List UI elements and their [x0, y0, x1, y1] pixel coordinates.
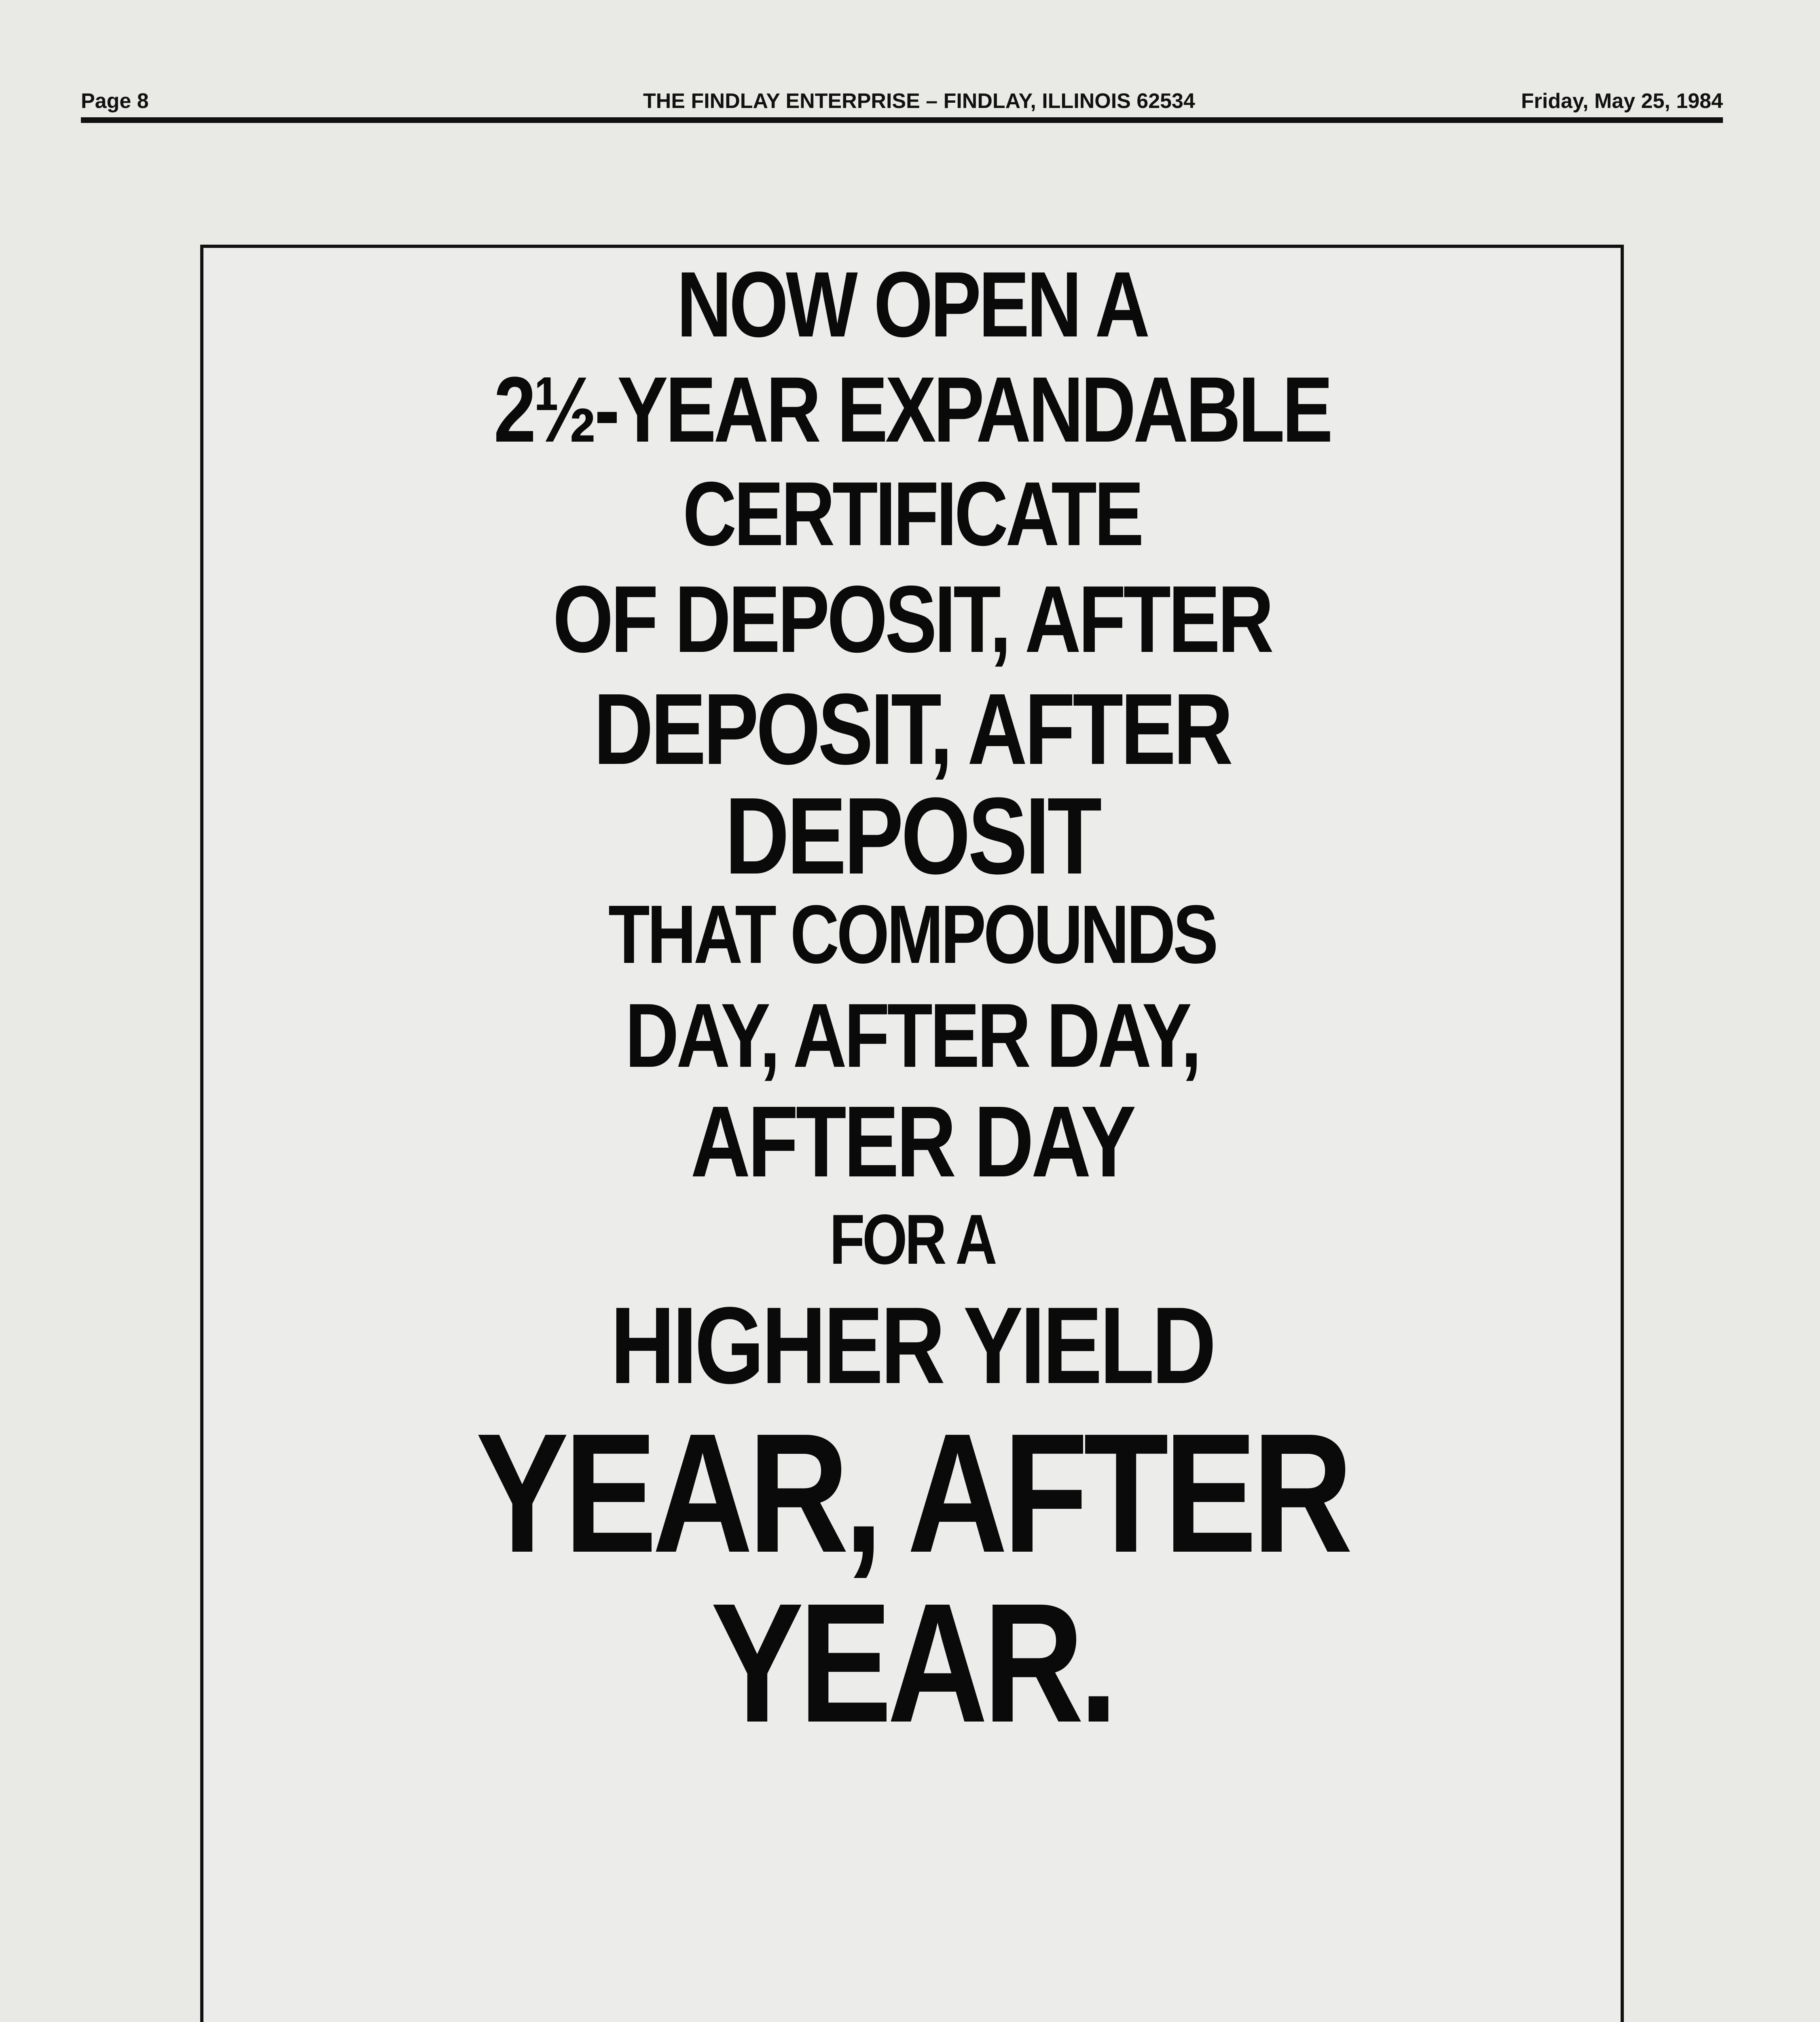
headline-line-9: AFTER DAY: [690, 1085, 1134, 1198]
headline-line-4: OF DEPOSIT, AFTER: [552, 566, 1272, 672]
headline-line-12: YEAR, AFTER: [476, 1398, 1348, 1588]
headline-line-8: DAY, AFTER DAY,: [625, 984, 1199, 1086]
citicorp-advertisement: [200, 245, 1624, 2022]
headline-line-2: 2½-YEAR EXPANDABLE: [493, 357, 1331, 461]
publication-title: THE FINDLAY ENTERPRISE – FINDLAY, ILLINOIS 62534: [643, 89, 1195, 113]
headline-line-5: DEPOSIT, AFTER: [593, 673, 1231, 785]
headline-line-7: THAT COMPOUNDS: [608, 888, 1216, 981]
headline-line-10: FOR A: [829, 1200, 995, 1279]
headline-line-11: HIGHER YIELD: [610, 1285, 1214, 1407]
headline-line-6: DEPOSIT: [725, 775, 1099, 897]
headline-line-3: CERTIFICATE: [683, 463, 1141, 565]
publication-date: Friday, May 25, 1984: [1521, 89, 1723, 113]
headline-line-13: YEAR.: [711, 1568, 1113, 1758]
page-header: [81, 79, 1723, 123]
headline-line-1: NOW OPEN A: [677, 252, 1147, 356]
page-number: Page 8: [81, 89, 149, 113]
